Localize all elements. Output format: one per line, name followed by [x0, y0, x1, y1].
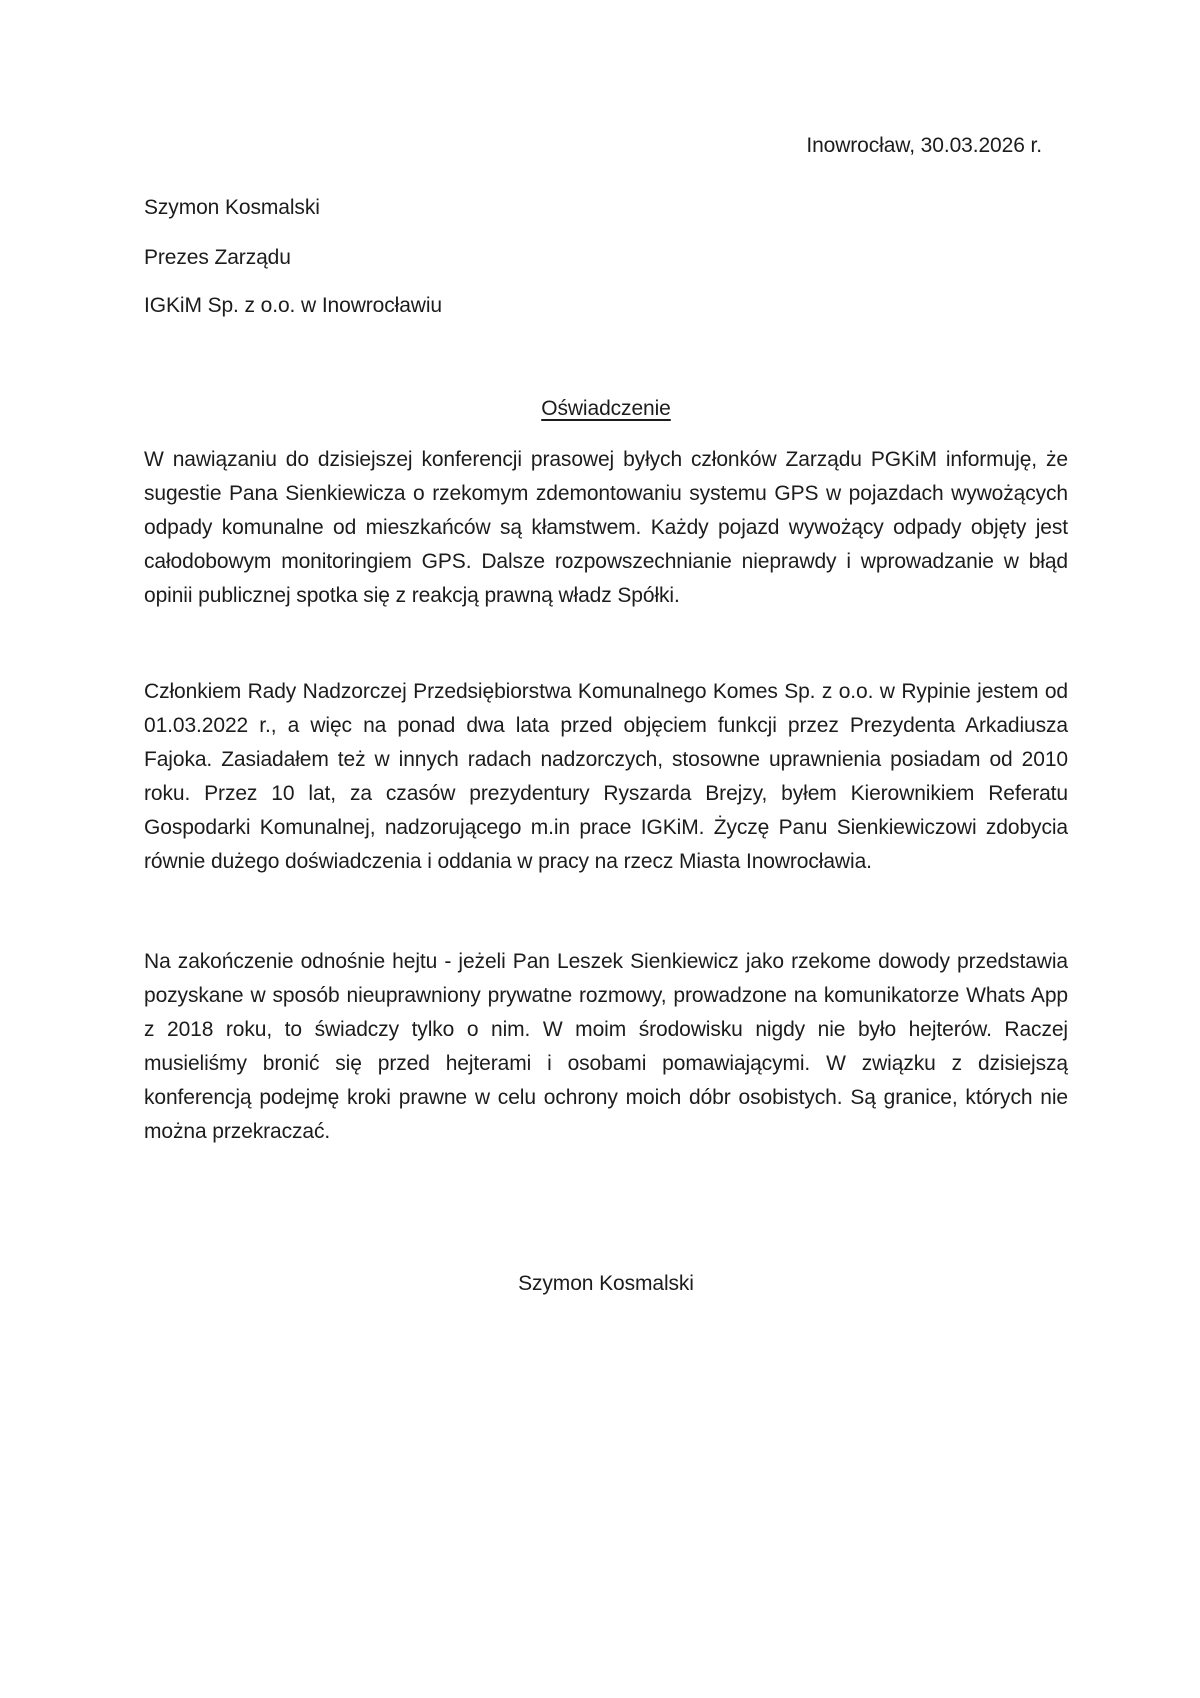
paragraph-3: Na zakończenie odnośnie hejtu - jeżeli Pan Leszek Sienkiewicz jako rzekome dowody przedstawia pozyskane w sposób nieuprawniony prywatne rozmowy, prowadzone na komunikatorze Whats App z 2018 roku, to świadczy tylko o nim. W moim środowisku nigdy nie było hejterów. Raczej musieliśmy bronić się przed hejterami i osobami pomawiającymi. W związku z dzisiejszą konferencją podejmę kroki prawne w celu ochrony moich dóbr osobistych. Są granice, których nie można przekraczać. [144, 950, 1068, 1143]
sender-name: Szymon Kosmalski [144, 196, 320, 219]
signature: Szymon Kosmalski [518, 1272, 694, 1295]
sender-company: IGKiM Sp. z o.o. w Inowrocławiu [144, 294, 443, 317]
sender-role: Prezes Zarządu [144, 246, 291, 269]
document-title: Oświadczenie [541, 397, 671, 420]
paragraph-1: W nawiązaniu do dzisiejszej konferencji prasowej byłych członków Zarządu PGKiM informuję, że sugestie Pana Sienkiewicza o rzekomym zdemontowaniu systemu GPS w pojazdach wywożących odpady komunalne od mieszkańców są kłamstwem. Każdy pojazd wywożący odpady objęty jest całodobowym monitoringiem GPS. Dalsze rozpowszechnianie nieprawdy i wprowadzanie w błąd opinii publicznej spotka się z reakcją prawną władz Spółki. [144, 448, 1068, 607]
paragraph-2: Członkiem Rady Nadzorczej Przedsiębiorstwa Komunalnego Komes Sp. z o.o. w Rypinie jestem od 01.03.2022 r., a więc na ponad dwa lata przed objęciem funkcji przez Prezydenta Arkadiusza Fajoka. Zasiadałem też w innych radach nadzorczych, stosowne uprawnienia posiadam od 2010 roku. Przez 10 lat, za czasów prezydentury Ryszarda Brejzy, byłem Kierownikiem Referatu Gospodarki Komunalnej, nadzorującego m.in prace IGKiM. Życzę Panu Sienkiewiczowi zdobycia równie dużego doświadczenia i oddania w pracy na rzecz Miasta Inowrocławia. [144, 680, 1068, 873]
dateline: Inowrocław, 30.03.2026 r. [806, 134, 1042, 157]
